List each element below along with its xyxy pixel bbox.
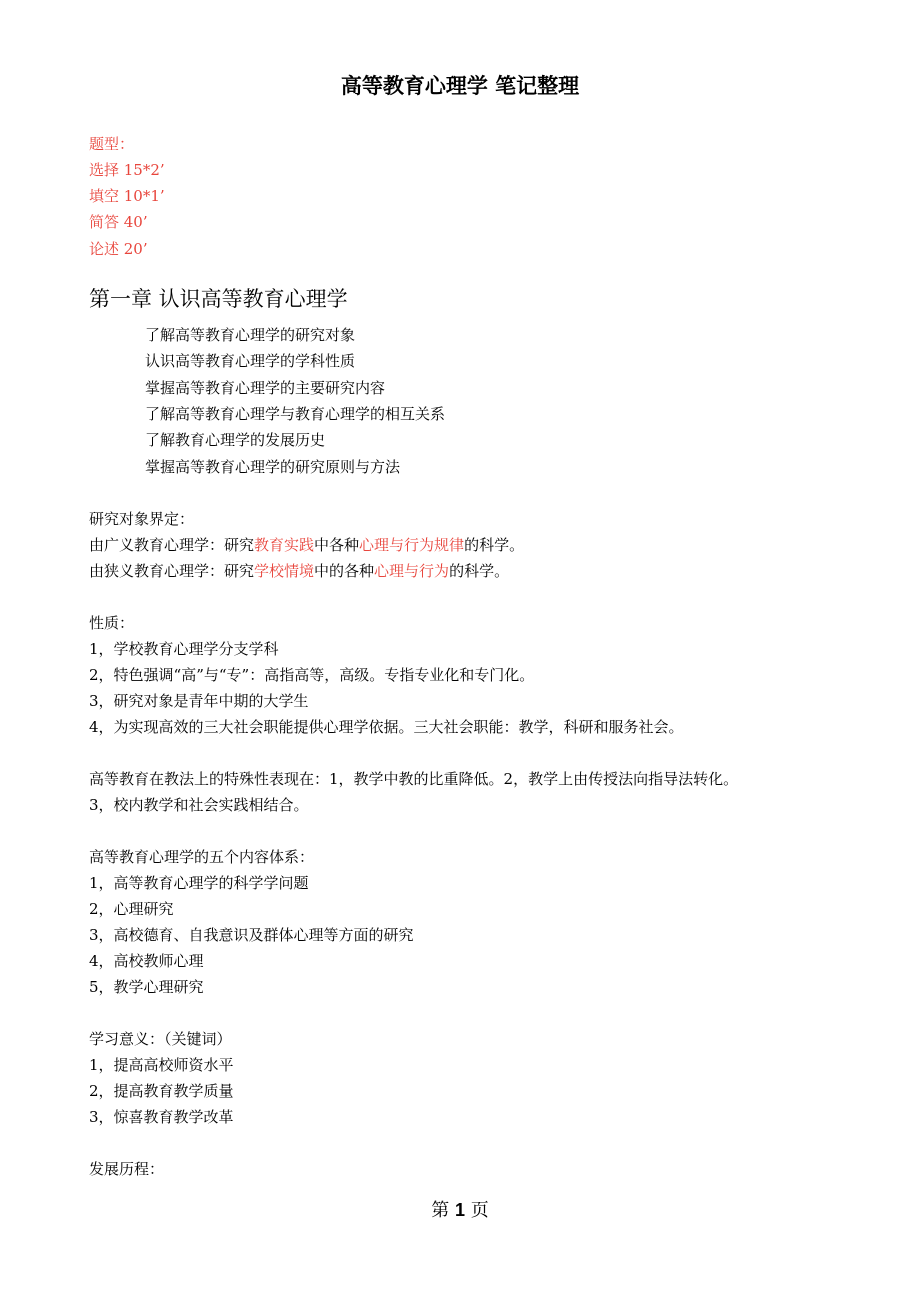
research-object-broad (89, 534, 524, 556)
nature-item: 3，研究对象是青年中期的大学生 (89, 692, 309, 710)
broad-highlight-2: 心理与行为规律 (359, 536, 465, 554)
content-system-item: 4，高校教师心理 (89, 952, 204, 970)
nature-item: 4，为实现高效的三大社会职能提供心理学依据。三大社会职能：教学，科研和服务社会。 (89, 718, 684, 736)
broad-text-3: 的科学。 (464, 536, 525, 554)
nature-item: 2，特色强调“高”与“专”：高指高等，高级。专指专业化和专门化。 (89, 666, 535, 684)
significance-item: 1，提高高校师资水平 (89, 1056, 234, 1074)
nature-heading: 性质： (89, 614, 135, 632)
chapter-objective: 了解教育心理学的发展历史 (145, 431, 326, 449)
significance-item: 3，惊喜教育教学改革 (89, 1108, 234, 1126)
narrow-highlight-1: 学校情境 (254, 562, 315, 580)
content-system-heading: 高等教育心理学的五个内容体系： (89, 848, 315, 866)
exam-type-item: 选择 15*2’ (89, 161, 165, 179)
history-heading: 发展历程： (89, 1160, 165, 1178)
nature-item: 1，学校教育心理学分支学科 (89, 640, 279, 658)
content-system-item: 2，心理研究 (89, 900, 174, 918)
narrow-highlight-2: 心理与行为 (374, 562, 450, 580)
page-number-suffix: 页 (470, 1200, 489, 1221)
chapter-objective: 掌握高等教育心理学的主要研究内容 (145, 379, 386, 397)
narrow-text-1: 由狭义教育心理学：研究 (89, 562, 255, 580)
narrow-text-3: 的科学。 (449, 562, 510, 580)
exam-types-heading: 题型： (89, 135, 135, 153)
page-number (0, 1196, 920, 1222)
significance-item: 2，提高教育教学质量 (89, 1082, 234, 1100)
chapter-objective: 了解高等教育心理学的研究对象 (145, 326, 356, 344)
content-system-item: 1，高等教育心理学的科学学问题 (89, 874, 309, 892)
chapter-objective: 认识高等教育心理学的学科性质 (145, 352, 356, 370)
chapter-title: 第一章 认识高等教育心理学 (89, 287, 348, 311)
page-number-prefix: 第 (431, 1200, 450, 1221)
exam-type-item: 论述 20’ (89, 240, 148, 258)
narrow-text-2: 中的各种 (314, 562, 375, 580)
page-number-value: 1 (454, 1200, 465, 1220)
research-object-narrow (89, 560, 509, 582)
exam-type-item: 填空 10*1’ (89, 187, 165, 205)
broad-text-2: 中各种 (314, 536, 360, 554)
significance-heading: 学习意义：（关键词） (89, 1030, 232, 1048)
teaching-method-line: 高等教育在教法上的特殊性表现在：1，教学中教的比重降低。2，教学上由传授法向指导法转化。 (89, 770, 739, 788)
content-system-item: 3，高校德育、自我意识及群体心理等方面的研究 (89, 926, 414, 944)
teaching-method-line: 3，校内教学和社会实践相结合。 (89, 796, 309, 814)
broad-text-1: 由广义教育心理学：研究 (89, 536, 255, 554)
broad-highlight-1: 教育实践 (254, 536, 315, 554)
research-object-heading: 研究对象界定： (89, 510, 195, 528)
exam-type-item: 简答 40’ (89, 213, 148, 231)
chapter-objective: 了解高等教育心理学与教育心理学的相互关系 (145, 405, 446, 423)
content-system-item: 5，教学心理研究 (89, 978, 204, 996)
document-title: 高等教育心理学 笔记整理 (340, 74, 580, 98)
chapter-objective: 掌握高等教育心理学的研究原则与方法 (145, 458, 401, 476)
